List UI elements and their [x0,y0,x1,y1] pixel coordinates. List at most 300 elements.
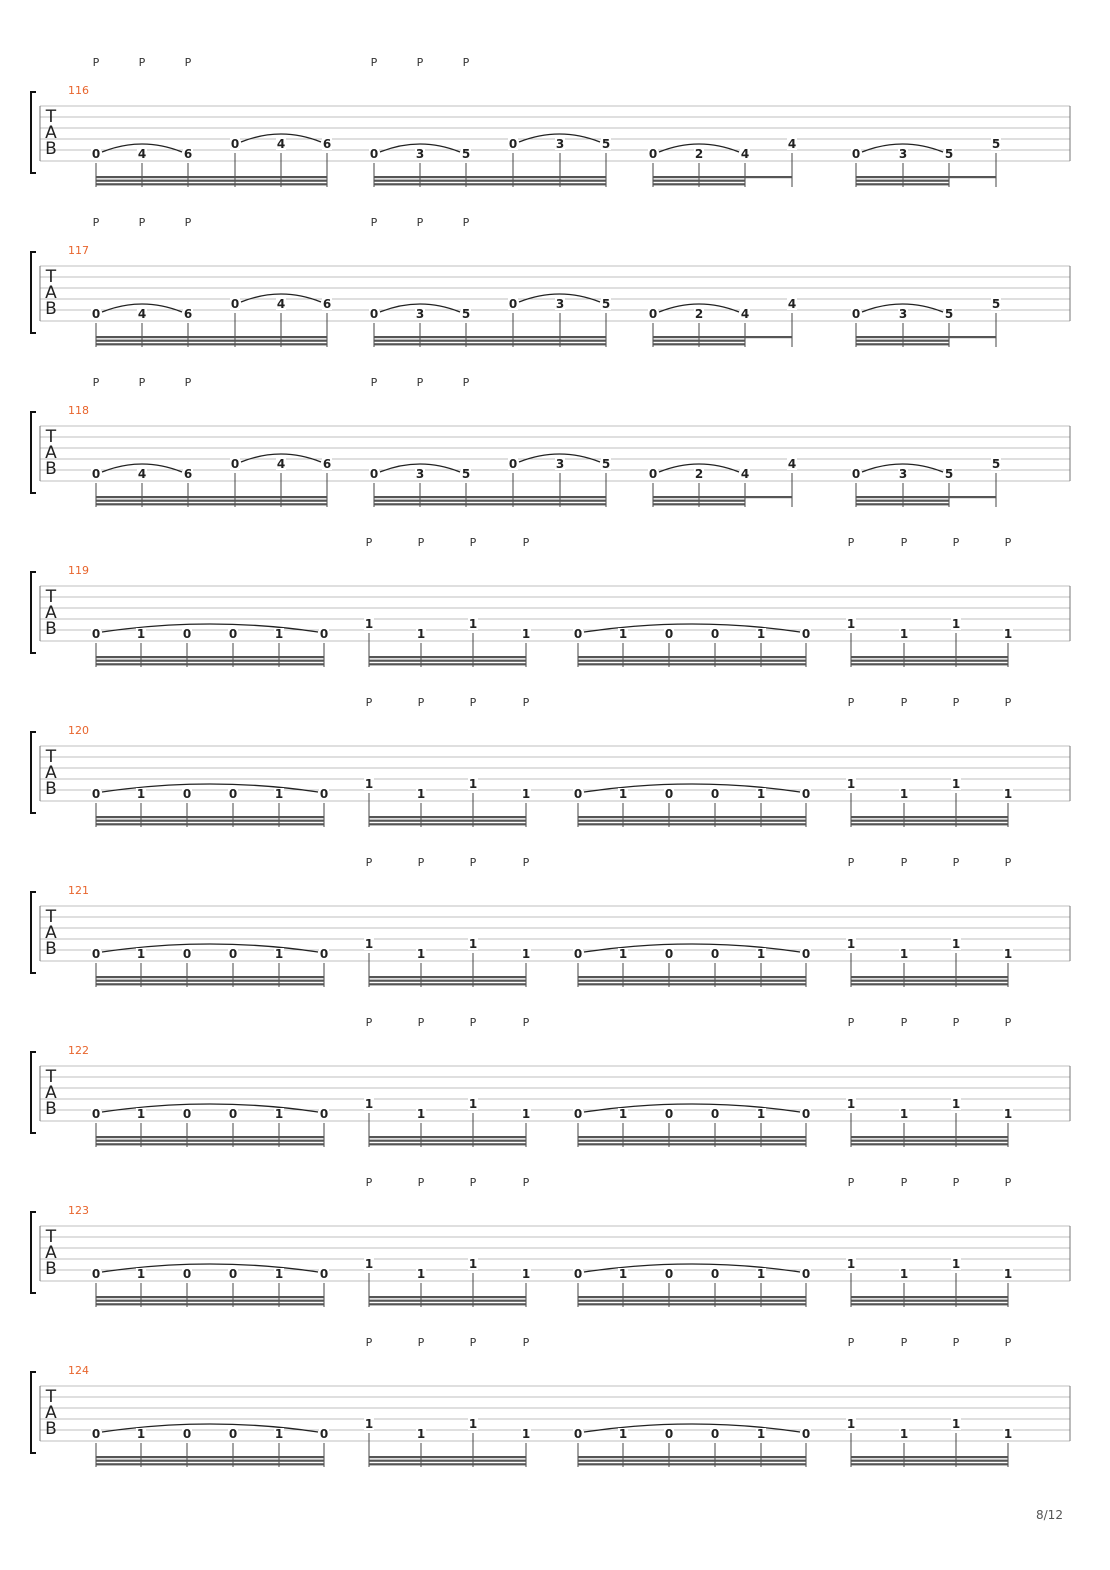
pick-marker: P [900,856,908,869]
fret-number: 5 [601,457,611,471]
fret-number: 1 [416,627,426,641]
pick-marker: P [952,856,960,869]
beam [851,663,1008,665]
pick-marker: P [365,1176,373,1189]
fret-number: 0 [91,147,101,161]
pick-marker: P [1004,1176,1012,1189]
fret-number: 1 [899,947,909,961]
fret-number: 1 [274,1107,284,1121]
pick-marker: P [469,856,477,869]
pick-marker: P [92,376,100,389]
system-bracket [31,92,36,173]
beam [851,1303,1008,1305]
fret-number: 1 [756,1107,766,1121]
fret-number: 0 [91,1267,101,1281]
fret-number: 1 [364,1257,374,1271]
beam [369,983,526,985]
tab-clef-letter: B [45,619,57,639]
slur [584,624,800,632]
beam [653,183,745,185]
beam [369,1460,526,1462]
pick-marker: P [462,56,470,69]
beam [856,343,949,345]
beam [578,1456,806,1458]
beam [96,340,327,342]
measure-number: 121 [68,884,89,897]
fret-number: 0 [182,947,192,961]
pick-marker: P [522,1016,530,1029]
tab-clef-letter: B [45,1419,57,1439]
fret-number: 3 [898,467,908,481]
pick-marker: P [522,856,530,869]
fret-number: 1 [846,1417,856,1431]
fret-number: 5 [944,307,954,321]
fret-number: 0 [801,787,811,801]
fret-number: 1 [136,947,146,961]
fret-number: 4 [276,457,286,471]
pick-marker: P [365,696,373,709]
fret-number: 0 [230,297,240,311]
pick-marker: P [417,536,425,549]
beam [96,656,324,658]
fret-number: 0 [664,1427,674,1441]
fret-number: 1 [618,947,628,961]
pick-marker: P [417,1336,425,1349]
slur [584,784,800,792]
system-bracket [31,1052,36,1133]
measure-number: 124 [68,1364,89,1377]
fret-number: 4 [787,457,797,471]
fret-number: 4 [137,467,147,481]
beam [653,343,745,345]
pick-marker: P [1004,856,1012,869]
beam [369,1463,526,1465]
beam [96,823,324,825]
fret-number: 0 [851,147,861,161]
fret-number: 0 [182,1267,192,1281]
fret-number: 0 [182,787,192,801]
fret-number: 0 [664,787,674,801]
beam [96,1463,324,1465]
beam [96,1143,324,1145]
tab-clef-letter: A [45,1083,57,1103]
pick-marker: P [900,696,908,709]
beam [369,1296,526,1298]
fret-number: 0 [664,1267,674,1281]
fret-number: 0 [182,1107,192,1121]
fret-number: 0 [228,787,238,801]
fret-number: 0 [801,1267,811,1281]
pick-marker: P [138,216,146,229]
fret-number: 1 [468,617,478,631]
pick-marker: P [900,536,908,549]
fret-number: 1 [416,1267,426,1281]
fret-number: 1 [274,627,284,641]
fret-number: 3 [555,297,565,311]
fret-number: 0 [182,627,192,641]
fret-number: 0 [648,147,658,161]
tab-clef-letter: T [45,267,57,287]
fret-number: 1 [521,787,531,801]
fret-number: 2 [694,147,704,161]
fret-number: 1 [951,1417,961,1431]
beam [653,180,745,182]
fret-number: 6 [322,457,332,471]
fret-number: 1 [136,627,146,641]
tab-system [31,1336,1070,1467]
slur [584,1424,800,1432]
pick-marker: P [184,216,192,229]
system-bracket [31,412,36,493]
tab-clef-letter: T [45,427,57,447]
fret-number: 5 [461,147,471,161]
beam [96,820,324,822]
fret-number: 0 [369,467,379,481]
fret-number: 0 [710,1107,720,1121]
beam [851,1456,1008,1458]
fret-number: 4 [740,307,750,321]
pick-marker: P [847,856,855,869]
fret-number: 0 [319,1107,329,1121]
fret-number: 5 [461,307,471,321]
fret-number: 1 [521,1427,531,1441]
beam [96,1303,324,1305]
pick-marker: P [469,696,477,709]
pick-marker: P [370,376,378,389]
system-bracket [31,1372,36,1453]
beam [949,176,996,178]
tab-clef-letter: A [45,123,57,143]
fret-number: 0 [91,1427,101,1441]
pick-marker: P [952,1176,960,1189]
beam [851,816,1008,818]
beam [96,976,324,978]
fret-number: 0 [230,457,240,471]
beam [851,1296,1008,1298]
beam [578,663,806,665]
fret-number: 3 [555,457,565,471]
tab-clef-letter: T [45,1227,57,1247]
fret-number: 0 [664,627,674,641]
system-bracket [31,1212,36,1293]
pick-marker: P [900,1336,908,1349]
fret-number: 6 [322,297,332,311]
slur [102,944,318,952]
beam [96,176,327,178]
fret-number: 1 [364,1097,374,1111]
beam [96,343,327,345]
beam [653,340,745,342]
fret-number: 0 [851,467,861,481]
pick-marker: P [847,536,855,549]
fret-number: 0 [319,627,329,641]
fret-number: 1 [1003,1427,1013,1441]
fret-number: 1 [364,777,374,791]
pick-marker: P [416,376,424,389]
fret-number: 1 [846,1257,856,1271]
measure-number: 122 [68,1044,89,1057]
fret-number: 6 [183,307,193,321]
beam [96,980,324,982]
slur [584,1264,800,1272]
tab-clef-letter: A [45,1243,57,1263]
fret-number: 5 [461,467,471,481]
tab-clef-letter: T [45,107,57,127]
slur [102,1264,318,1272]
beam [96,500,327,502]
pick-marker: P [1004,696,1012,709]
pick-marker: P [952,1336,960,1349]
beam [369,656,526,658]
fret-number: 1 [274,787,284,801]
pick-marker: P [847,1016,855,1029]
beam [96,496,327,498]
pick-marker: P [1004,1336,1012,1349]
slur [102,784,318,792]
fret-number: 0 [228,1267,238,1281]
pick-marker: P [469,1336,477,1349]
fret-number: 0 [319,1427,329,1441]
fret-number: 1 [416,787,426,801]
beam [96,1456,324,1458]
tab-system [31,1176,1070,1307]
fret-number: 0 [369,307,379,321]
beam [374,183,606,185]
fret-number: 6 [322,137,332,151]
fret-number: 1 [521,1267,531,1281]
beam [369,823,526,825]
fret-number: 1 [846,1097,856,1111]
tab-clef-letter: B [45,139,57,159]
beam [578,1460,806,1462]
pick-marker: P [370,56,378,69]
pick-marker: P [417,1016,425,1029]
beam [374,500,606,502]
pick-marker: P [462,216,470,229]
fret-number: 3 [555,137,565,151]
fret-number: 1 [274,1267,284,1281]
fret-number: 1 [756,787,766,801]
pick-marker: P [365,1336,373,1349]
fret-number: 1 [951,617,961,631]
beam [851,820,1008,822]
fret-number: 0 [648,307,658,321]
fret-number: 1 [951,1257,961,1271]
pick-marker: P [469,1016,477,1029]
measure-number: 117 [68,244,89,257]
fret-number: 0 [664,947,674,961]
fret-number: 0 [801,627,811,641]
measure-number: 119 [68,564,89,577]
beam [578,1143,806,1145]
fret-number: 5 [991,457,1001,471]
fret-number: 1 [364,937,374,951]
beam [369,660,526,662]
fret-number: 1 [274,1427,284,1441]
pick-marker: P [952,696,960,709]
beam [856,503,949,505]
fret-number: 0 [91,307,101,321]
beam [96,1296,324,1298]
beam [856,336,949,338]
fret-number: 4 [137,147,147,161]
measure-number: 118 [68,404,89,417]
tab-clef-letter: B [45,939,57,959]
tab-clef-letter: A [45,763,57,783]
fret-number: 1 [136,1427,146,1441]
fret-number: 0 [91,467,101,481]
pick-marker: P [847,1336,855,1349]
fret-number: 0 [228,627,238,641]
fret-number: 6 [183,467,193,481]
pick-marker: P [952,1016,960,1029]
beam [374,496,606,498]
fret-number: 1 [1003,627,1013,641]
beam [578,1140,806,1142]
beam [745,496,792,498]
beam [653,500,745,502]
beam [851,976,1008,978]
pick-marker: P [417,856,425,869]
fret-number: 0 [710,627,720,641]
pick-marker: P [462,376,470,389]
fret-number: 1 [521,1107,531,1121]
slur [102,1424,318,1432]
fret-number: 0 [319,787,329,801]
fret-number: 1 [1003,787,1013,801]
fret-number: 1 [899,1267,909,1281]
beam [96,183,327,185]
fret-number: 0 [228,1427,238,1441]
fret-number: 0 [851,307,861,321]
pick-marker: P [184,56,192,69]
beam [374,180,606,182]
fret-number: 0 [801,1427,811,1441]
fret-number: 0 [91,947,101,961]
beam [369,1300,526,1302]
beam [96,336,327,338]
fret-number: 0 [573,627,583,641]
beam [856,496,949,498]
fret-number: 0 [801,947,811,961]
beam [374,336,606,338]
beam [578,1303,806,1305]
pick-marker: P [416,216,424,229]
fret-number: 2 [694,467,704,481]
system-bracket [31,892,36,973]
tab-system [31,856,1070,987]
beam [851,1300,1008,1302]
beam [96,983,324,985]
beam [578,660,806,662]
beam [369,976,526,978]
beam [745,336,792,338]
tab-clef-letter: B [45,1099,57,1119]
pick-marker: P [416,56,424,69]
fret-number: 1 [468,1097,478,1111]
pick-marker: P [847,696,855,709]
beam [374,340,606,342]
fret-number: 0 [228,947,238,961]
fret-number: 4 [276,137,286,151]
beam [851,1140,1008,1142]
fret-number: 1 [1003,1107,1013,1121]
fret-number: 1 [951,937,961,951]
fret-number: 1 [468,777,478,791]
fret-number: 0 [230,137,240,151]
beam [653,503,745,505]
fret-number: 4 [787,297,797,311]
system-bracket [31,252,36,333]
pick-marker: P [847,1176,855,1189]
beam [369,1143,526,1145]
fret-number: 1 [756,1427,766,1441]
tab-system [31,1016,1070,1147]
fret-number: 1 [136,1107,146,1121]
fret-number: 1 [364,617,374,631]
fret-number: 1 [899,1427,909,1441]
beam [96,1460,324,1462]
fret-number: 1 [618,1107,628,1121]
pick-marker: P [522,536,530,549]
beam [374,503,606,505]
fret-number: 1 [899,787,909,801]
fret-number: 0 [508,137,518,151]
fret-number: 1 [899,1107,909,1121]
beam [96,816,324,818]
beam [369,1136,526,1138]
fret-number: 5 [944,467,954,481]
beam [851,1143,1008,1145]
beam [949,336,996,338]
fret-number: 0 [369,147,379,161]
pick-marker: P [469,1176,477,1189]
fret-number: 6 [183,147,193,161]
pick-marker: P [900,1016,908,1029]
tab-clef-letter: T [45,907,57,927]
fret-number: 0 [710,1427,720,1441]
fret-number: 1 [1003,947,1013,961]
beam [96,660,324,662]
fret-number: 5 [944,147,954,161]
fret-number: 1 [618,1427,628,1441]
beam [851,1463,1008,1465]
pick-marker: P [365,1016,373,1029]
beam [578,976,806,978]
beam [578,823,806,825]
fret-number: 0 [182,1427,192,1441]
fret-number: 1 [416,1427,426,1441]
fret-number: 1 [364,1417,374,1431]
tab-system [31,536,1070,667]
pick-marker: P [1004,536,1012,549]
fret-number: 1 [618,627,628,641]
fret-number: 4 [276,297,286,311]
beam [578,983,806,985]
pick-marker: P [92,216,100,229]
fret-number: 1 [756,947,766,961]
pick-marker: P [138,56,146,69]
tab-system [31,376,1070,507]
beam [578,816,806,818]
fret-number: 4 [740,467,750,481]
fret-number: 0 [710,787,720,801]
fret-number: 0 [573,787,583,801]
beam [369,1140,526,1142]
slur [102,1104,318,1112]
beam [856,176,949,178]
page-indicator: 8/12 [1036,1508,1063,1522]
